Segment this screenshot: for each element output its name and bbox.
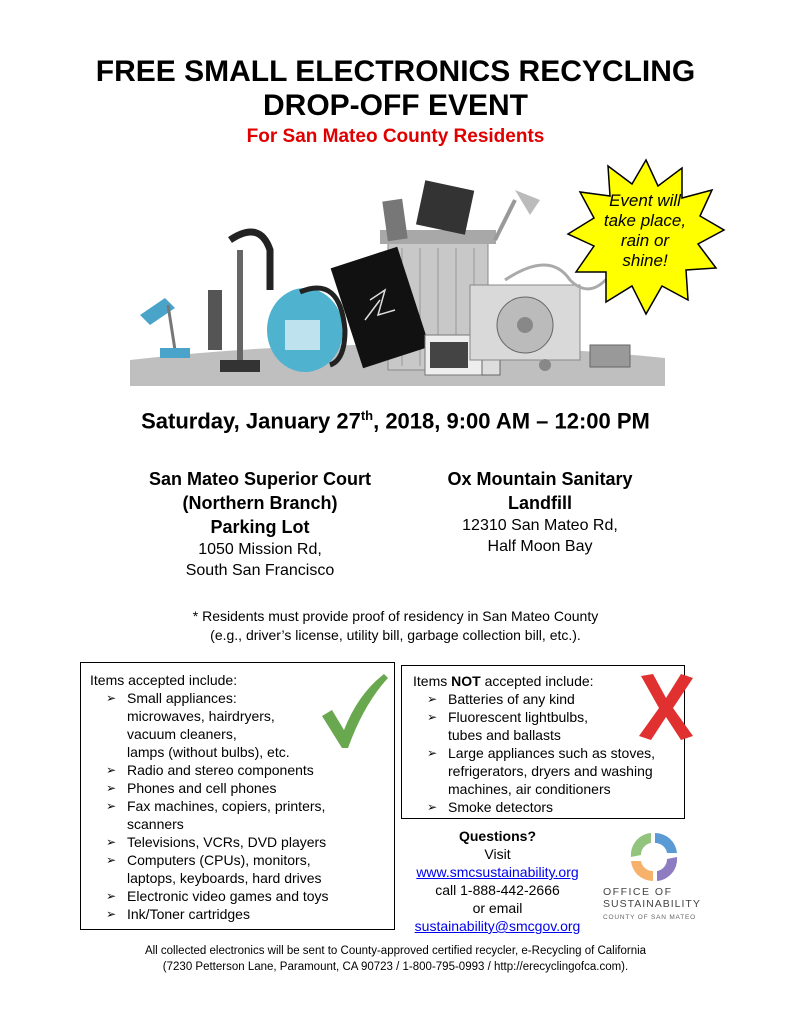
list-item <box>106 833 386 851</box>
list-item-line: ➢ Radio and stereo components <box>127 762 314 778</box>
footer-note <box>80 943 711 975</box>
list-item-line: tubes and ballasts <box>448 727 561 743</box>
location-landfill-address-2: Half Moon Bay <box>487 538 593 555</box>
questions-heading: Questions? <box>458 828 536 844</box>
list-item-line: machines, air conditioners <box>448 781 611 797</box>
list-item-line: microwaves, hairdryers, <box>127 708 275 724</box>
location-court-name-3: Parking Lot <box>210 517 310 537</box>
location-court-address-1: 1050 Mission Rd, <box>198 541 322 558</box>
starburst-line-4: shine! <box>622 251 668 270</box>
location-court-name-2: (Northern Branch) <box>182 493 338 513</box>
logo-line-3: COUNTY OF SAN MATEO <box>603 914 696 921</box>
title-line-1: FREE SMALL ELECTRONICS RECYCLING <box>95 55 696 88</box>
list-item-line: ➢ Electronic video games and toys <box>127 888 329 904</box>
office-of-sustainability-logo-icon <box>625 827 685 887</box>
list-item <box>106 905 386 923</box>
list-item-line: ➢ Batteries of any kind <box>448 691 575 707</box>
list-item-line: laptops, keyboards, hard drives <box>127 870 322 886</box>
list-item-line: scanners <box>127 816 184 832</box>
questions-visit: Visit <box>484 846 511 862</box>
questions-or-email: or email <box>472 900 523 916</box>
location-court <box>115 467 405 581</box>
email-link[interactable]: sustainability@smcgov.org <box>414 918 581 934</box>
questions-phone: call 1-888-442-2666 <box>435 882 560 898</box>
starburst-line-2: take place, <box>603 211 687 230</box>
location-landfill-address-1: 12310 San Mateo Rd, <box>462 517 618 534</box>
list-item-line: ➢ Fax machines, copiers, printers, <box>127 798 326 814</box>
not-accepted-heading-bold: NOT <box>451 673 481 689</box>
not-accepted-heading-post: accepted include: <box>480 673 594 689</box>
list-item <box>427 744 676 798</box>
logo-line-2: SUSTAINABILITY <box>603 898 701 910</box>
checkmark-icon <box>318 670 390 752</box>
questions-block <box>405 827 590 935</box>
list-item <box>106 797 386 833</box>
starburst-text <box>590 191 700 271</box>
list-item <box>427 798 676 816</box>
not-accepted-heading-pre: Items <box>413 673 452 689</box>
list-item-line: ➢ Large appliances such as stoves, <box>448 745 656 761</box>
title-line-2: DROP-OFF EVENT <box>262 89 528 122</box>
list-item-line: refrigerators, dryers and washing <box>448 763 653 779</box>
office-of-sustainability-logo-text <box>603 886 713 921</box>
location-landfill-name-2: Landfill <box>508 493 572 513</box>
location-court-address-2: South San Francisco <box>185 562 335 579</box>
cross-icon <box>635 672 697 742</box>
residency-note-line-2: (e.g., driver’s license, utility bill, garbage collection bill, etc.). <box>210 627 581 643</box>
list-item-line: lamps (without bulbs), etc. <box>127 744 290 760</box>
list-item-line: ➢ Phones and cell phones <box>127 780 277 796</box>
website-link[interactable]: www.smcsustainability.org <box>416 864 579 880</box>
location-landfill-name-1: Ox Mountain Sanitary <box>447 469 633 489</box>
footer-line-2: (7230 Petterson Lane, Paramount, CA 90723 / 1-800-795-0993 / http://erecyclingofca.com). <box>162 961 629 973</box>
event-date-post: , 2018, 9:00 AM – 12:00 PM <box>373 408 650 434</box>
list-item-line: ➢ Smoke detectors <box>448 799 554 815</box>
list-item <box>106 761 386 779</box>
list-item-line: ➢ Televisions, VCRs, DVD players <box>127 834 327 850</box>
list-item-line: vacuum cleaners, <box>127 726 237 742</box>
list-item <box>106 851 386 887</box>
starburst-line-1: Event will <box>609 191 681 210</box>
residency-note <box>120 607 671 645</box>
event-date-sup: th <box>360 408 374 423</box>
event-date <box>0 408 791 434</box>
list-item <box>106 887 386 905</box>
residency-note-line-1: * Residents must provide proof of residency in San Mateo County <box>192 608 599 624</box>
footer-line-1: All collected electronics will be sent to County-approved certified recycler, e-Recycling of California <box>144 945 647 957</box>
logo-line-1: OFFICE OF <box>603 886 673 898</box>
event-date-pre: Saturday, January 27 <box>141 408 361 434</box>
list-item-line: ➢ Fluorescent lightbulbs, <box>448 709 589 725</box>
accepted-heading: Items accepted include: <box>90 672 238 688</box>
subtitle: For San Mateo County Residents <box>246 126 545 147</box>
starburst-line-3: rain or <box>620 231 670 250</box>
list-item-line: ➢ Computers (CPUs), monitors, <box>127 852 311 868</box>
location-court-name-1: San Mateo Superior Court <box>148 469 372 489</box>
list-item-line: ➢ Ink/Toner cartridges <box>127 906 250 922</box>
location-landfill <box>400 467 680 557</box>
list-item-line: ➢ Small appliances: <box>127 690 237 706</box>
list-item <box>106 779 386 797</box>
